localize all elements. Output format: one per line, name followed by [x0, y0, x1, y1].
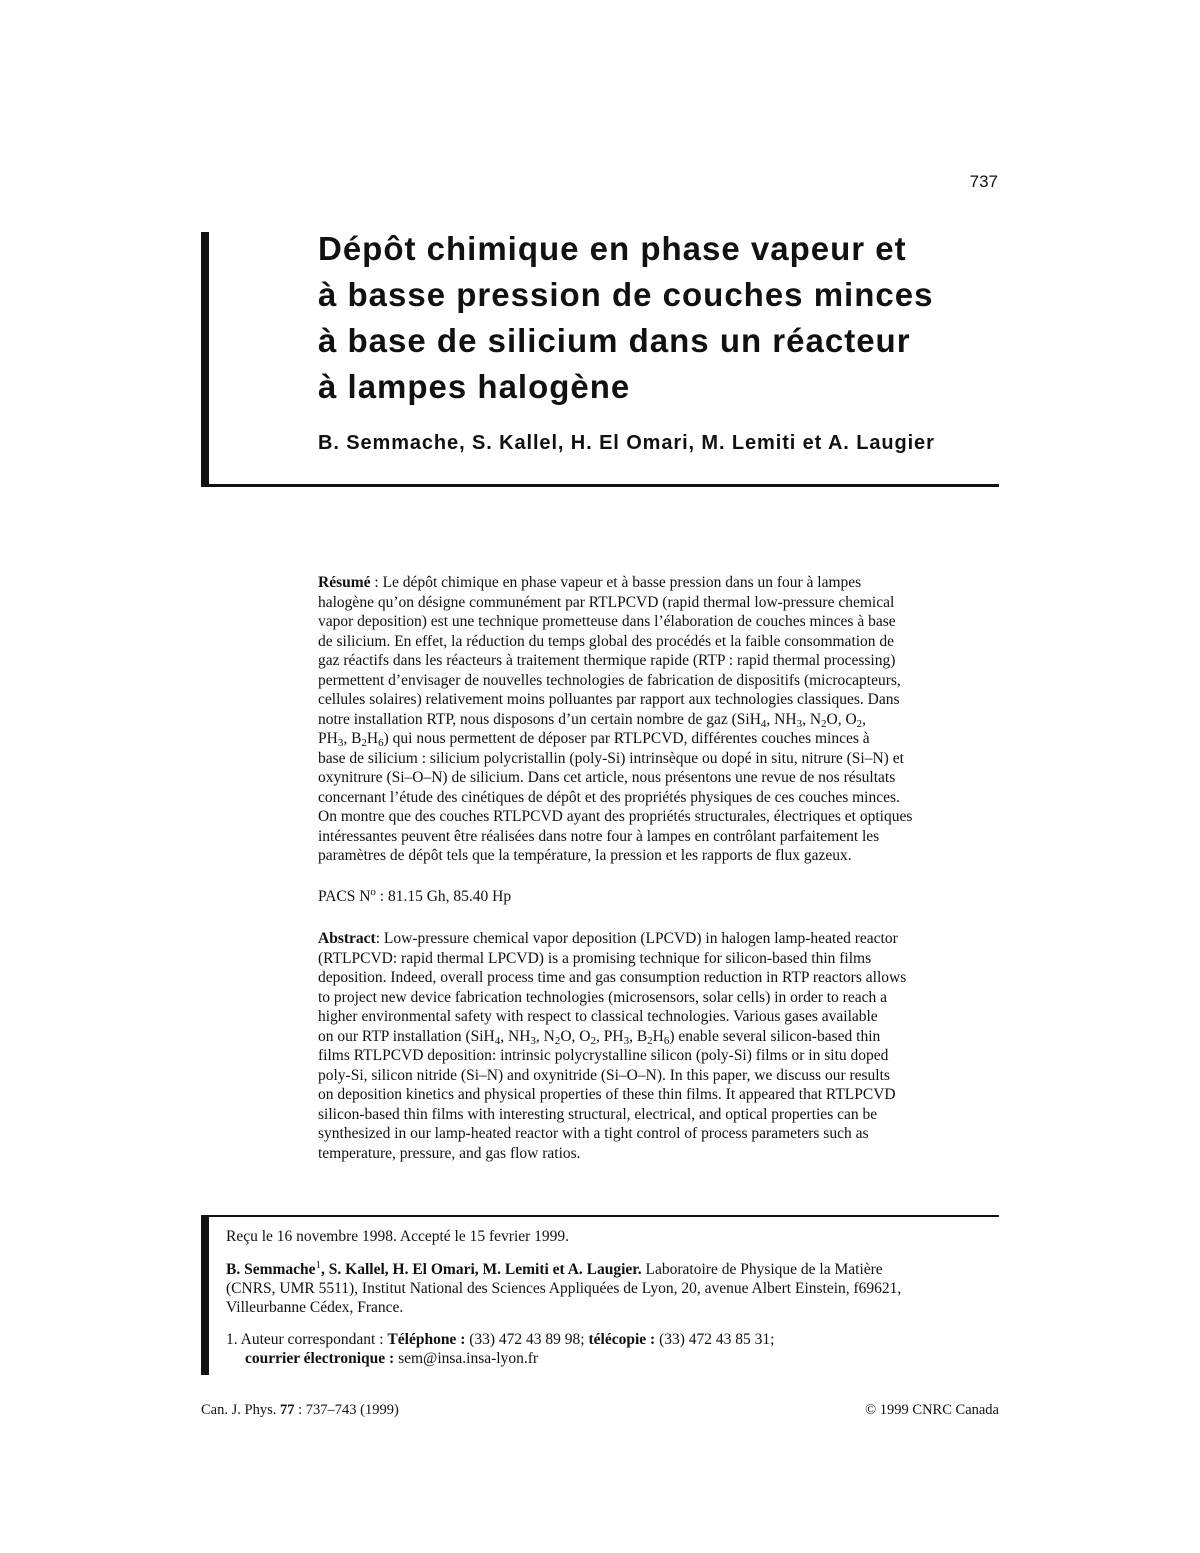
resume-abstract-fr	[318, 573, 1008, 866]
abstract-line: films RTLPCVD deposition: intrinsic polycrystalline silicon (poly-Si) films or in situ doped	[318, 1047, 889, 1064]
title-rule-horizontal	[201, 484, 999, 487]
resume-heading: Résumé	[318, 574, 371, 591]
resume-line: cellules solaires) relativement moins polluantes par rapport aux technologies classiques. Dans	[318, 691, 900, 708]
abstract-en	[318, 929, 1008, 1163]
resume-line: notre installation RTP, nous disposons d’un certain nombre de gaz (SiH$_4$, $NH_3$, $N_2O$, $O_2$,	[318, 710, 867, 730]
resume-line: Résumé : Le dépôt chimique en phase vapeur et à basse pression dans un four à lampes	[318, 574, 862, 591]
resume-line: concernant l’étude des cinétiques de dépôt et des propriétés physiques de ces couches minces.	[318, 788, 900, 806]
abstract-line: on our RTP installation (SiH$_4$, $NH_3$, $N_2O$, $O_2$, $PH_3$, $B_2H_6$) enable several silicon-based thin	[318, 1027, 881, 1047]
corresponding-author: 1. Auteur correspondant : Téléphone : (33) 472 43 89 98; télécopie : (33) 472 43 85 31; courrier électronique : sem@insa.insa-lyon.fr	[226, 1331, 775, 1367]
title-rule-vertical	[201, 232, 209, 487]
abstract-heading: Abstract	[318, 930, 376, 947]
pacs-codes: PACS $N^o$ : 81.15 Gh, 85.40 Hp	[318, 886, 512, 905]
abstract-line: higher environmental safety with respect to classical technologies. Various gases available	[318, 1008, 878, 1025]
resume-line: On montre que des couches RTLPCVD ayant des propriétés structurales, électriques et optiques	[318, 808, 913, 825]
author-list: B. Semmache, S. Kallel, H. El Omari, M. Lemiti et A. Laugier	[318, 432, 935, 454]
article-title	[318, 226, 1018, 410]
resume-line: permettent d’envisager de nouvelles technologies de fabrication de dispositifs (microcapteurs,	[318, 671, 901, 689]
page-number: 737	[969, 172, 998, 191]
footnote-rule-vertical	[201, 1216, 209, 1375]
resume-line: gaz réactifs dans les réacteurs à traitement thermique rapide (RTP : rapid thermal processing)	[318, 652, 896, 669]
resume-line: oxynitrure (Si–O–N) de silicium. Dans cet article, nous présentons une revue de nos résultats	[318, 769, 896, 786]
title-line: à lampes halogène	[318, 368, 631, 405]
abstract-line: Abstract: Low-pressure chemical vapor deposition (LPCVD) in halogen lamp-heated reactor	[318, 930, 898, 947]
abstract-line: on deposition kinetics and physical properties of these thin films. It appeared that RTLPCVD	[318, 1086, 896, 1103]
received-dates: Reçu le 16 novembre 1998. Accepté le 15 fevrier 1999.	[226, 1228, 570, 1245]
resume-line: halogène qu’on désigne communément par RTLPCVD (rapid thermal low-pressure chemical	[318, 593, 895, 611]
author-affiliation: B. Semmache$^1$, S. Kallel, H. El Omari, M. Lemiti et A. Laugier. Laboratoire de Physique de la Matière (CNRS, UMR 5511), Institut National des Sciences Appliquées de Lyon, 20, avenue Albert Einstein, f69621, Villeurbanne Cédex, France.	[226, 1259, 902, 1316]
abstract-line: to project new device fabrication technologies (microsensors, solar cells) in order to reach a	[318, 988, 887, 1006]
resume-line: intéressantes peuvent être réalisées dans notre four à lampes en contrôlant parfaitement les	[318, 827, 880, 845]
abstract-line: silicon-based thin films with interesting structural, electrical, and optical properties can be	[318, 1105, 878, 1123]
abstract-line: (RTLPCVD: rapid thermal LPCVD) is a promising technique for silicon-based thin films	[318, 949, 872, 967]
copyright-notice: © 1999 CNRC Canada	[865, 1402, 999, 1418]
journal-reference: Can. J. Phys. 77 : 737–743 (1999)	[201, 1402, 399, 1418]
resume-line: de silicium. En effet, la réduction du temps global des procédés et la faible consommation de	[318, 632, 895, 650]
abstract-line: synthesized in our lamp-heated reactor with a tight control of process parameters such as	[318, 1125, 869, 1142]
resume-line: $PH_3$, $B_2H_6$) qui nous permettent de déposer par RTLPCVD, différentes couches minces à	[318, 730, 870, 749]
abstract-line: deposition. Indeed, overall process time and gas consumption reduction in RTP reactors allows	[318, 969, 907, 986]
resume-line: base de silicium : silicium polycristallin (poly-Si) intrinsèque ou dopé in situ, nitrure (Si–N) et	[318, 749, 904, 767]
title-line: Dépôt chimique en phase vapeur et	[318, 230, 907, 267]
email-address[interactable]: sem@insa.insa-lyon.fr	[394, 1350, 539, 1367]
footnote-box	[226, 1227, 1001, 1368]
title-line: à basse pression de couches minces	[318, 276, 934, 313]
resume-line: paramètres de dépôt tels que la température, la pression et les rapports de flux gazeux.	[318, 847, 852, 864]
abstract-line: temperature, pressure, and gas flow ratios.	[318, 1144, 581, 1162]
resume-line: vapor deposition) est une technique prometteuse dans l’élaboration de couches minces à base	[318, 613, 896, 630]
abstract-line: poly-Si, silicon nitride (Si–N) and oxynitride (Si–O–N). In this paper, we discuss our results	[318, 1066, 890, 1084]
footnote-rule-horizontal	[201, 1215, 999, 1217]
title-line: à base de silicium dans un réacteur	[318, 322, 911, 359]
